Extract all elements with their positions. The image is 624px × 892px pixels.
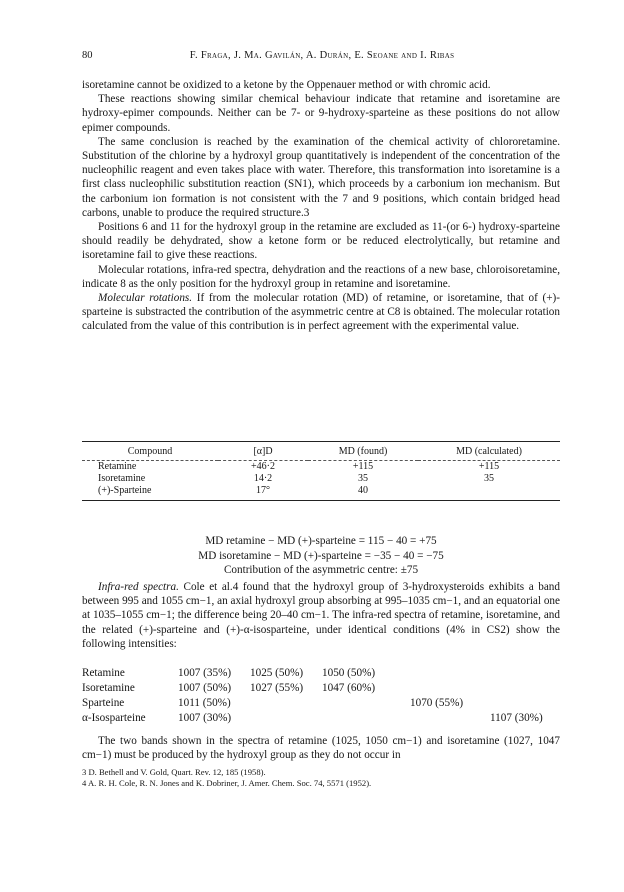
compound-name: α-Isosparteine xyxy=(82,712,146,724)
table-cell: 35 xyxy=(358,473,368,485)
body-text-top xyxy=(82,78,560,334)
table-cell: 17° xyxy=(218,485,308,500)
infra-red-paragraph xyxy=(82,580,560,651)
column-header: MD (calculated) xyxy=(418,442,560,461)
list-item xyxy=(82,696,560,711)
ir-value: 1027 (55%) xyxy=(250,682,304,694)
compound-name: Sparteine xyxy=(82,697,125,709)
table-cell xyxy=(418,485,560,500)
equation: MD isoretamine − MD (+)-sparteine = −35 − 40 = −75 xyxy=(198,549,444,562)
ir-value: 1025 (50%) xyxy=(250,667,304,679)
list-item xyxy=(82,681,560,696)
table-cell: 14·2 xyxy=(253,473,273,485)
column-header: MD (found) xyxy=(308,442,418,461)
paragraph: The two bands shown in the spectra of retamine (1025, 1050 cm−1) and isoretamine (1027, 1047 cm−1) must be produced by the hydroxyl group as they do not occur in xyxy=(82,735,560,762)
footnotes xyxy=(82,767,560,789)
table-row xyxy=(82,485,560,500)
section-text: If from the molecular rotation (MD) of retamine, or isoretamine, that of (+)-sparteine is substracted the contribution of the asymmetric centre at C8 is obtained. The molecular rotation calculated from the value of this contribution is in perfect agreement with the experimental value. xyxy=(82,292,560,333)
page-number: 80 xyxy=(82,50,93,61)
table-cell: +115 xyxy=(352,461,374,472)
table-cell: Isoretamine xyxy=(98,473,146,485)
running-head: F. Fraga, J. Ma. Gavilán, A. Durán, E. Seoane and I. Ribas xyxy=(189,50,455,61)
ir-value: 1047 (60%) xyxy=(322,682,376,694)
list-item xyxy=(82,711,560,726)
compound-name: Isoretamine xyxy=(82,682,135,694)
page-header xyxy=(82,50,562,66)
paragraph: These reactions showing similar chemical behaviour indicate that retamine and isoretamine are hydroxy-epimer compounds. Neither can be 7- or 9-hydroxy-sparteine as these positions do not allow epimer compounds. xyxy=(82,93,560,134)
equation: MD retamine − MD (+)-sparteine = 115 − 40 = +75 xyxy=(205,535,437,547)
section-heading: Infra-red spectra. xyxy=(98,581,179,593)
paragraph: Positions 6 and 11 for the hydroxyl group in the retamine are excluded as 11-(or 6-) hydroxy-sparteine should readily be dehydrated, show a ketone form or be reduced electrolytically, but retamine and isoretamine fail to give these reactions. xyxy=(82,221,560,262)
table-cell: Retamine xyxy=(98,461,137,472)
infra-red-section xyxy=(82,580,560,651)
compound-name: Retamine xyxy=(82,667,125,679)
table-cell: (+)-Sparteine xyxy=(82,485,218,500)
ir-value: 1007 (30%) xyxy=(178,712,232,724)
paragraph: isoretamine cannot be oxidized to a ketone by the Oppenauer method or with chromic acid. xyxy=(82,79,491,91)
equations-block xyxy=(82,534,560,578)
table-cell: 40 xyxy=(308,485,418,500)
table-cell: +115 xyxy=(478,461,500,472)
footnote: 3 D. Bethell and V. Gold, Quart. Rev. 12, 185 (1958). xyxy=(82,767,266,777)
paragraph: Molecular rotations, infra-red spectra, dehydration and the reactions of a new base, chloroisoretamine, indicate 8 as the only position for the hydroxyl group in retamine and isoretamine. xyxy=(82,263,560,290)
ir-intensity-list xyxy=(82,666,560,726)
equation: Contribution of the asymmetric centre: ±75 xyxy=(223,564,419,576)
table-cell: +46·2 xyxy=(251,461,275,472)
ir-value: 1107 (30%) xyxy=(490,712,543,724)
list-item xyxy=(82,666,560,681)
rotation-table xyxy=(82,441,560,501)
molecular-rotations-paragraph xyxy=(82,291,560,334)
section-text: Cole et al.4 found that the hydroxyl group of 3-hydroxysteroids exhibits a band between 995 and 1055 cm−1, an axial hydroxyl group absorbing at 995–1035 cm−1, and an equatorial one at 1035–1055 cm−1; the difference being 20–40 cm−1. The infra-red spectra of retamine, isoretamine, and the related (+)-sparteine and (+)-α-isosparteine, under identical conditions (4% in CS2) show the following intensities: xyxy=(82,581,560,650)
table-row xyxy=(82,461,560,474)
ir-value: 1007 (35%) xyxy=(178,667,232,679)
footnote: 4 A. R. H. Cole, R. N. Jones and K. Dobriner, J. Amer. Chem. Soc. 74, 5571 (1952). xyxy=(82,778,372,788)
ir-value: 1070 (55%) xyxy=(410,697,464,709)
paragraph: The same conclusion is reached by the examination of the chemical activity of chlororetamine. Substitution of the chlorine by a hydroxyl group quantitatively is independent of the concentration of the nucleophilic reagent and even takes place with water. Therefore, this transformation into isoretamine is a first class nucleophilic substitution reaction (SN1), which proceeds by a carbonium ion mechanism. But the carbonium ion formation is not consistent with the 7 and 9 positions, which contain bridged head carbons, unable to produce the required structure.3 xyxy=(82,135,560,219)
table-row xyxy=(82,473,560,485)
column-header: Compound xyxy=(82,442,218,461)
table-header-row xyxy=(82,442,560,461)
ir-value: 1011 (50%) xyxy=(178,697,231,709)
ir-value: 1007 (50%) xyxy=(178,682,232,694)
closing-section xyxy=(82,734,560,762)
ir-value: 1050 (50%) xyxy=(322,667,376,679)
section-heading: Molecular rotations. xyxy=(98,292,193,305)
table-cell: 35 xyxy=(484,473,494,485)
column-header: [α]D xyxy=(218,442,308,461)
